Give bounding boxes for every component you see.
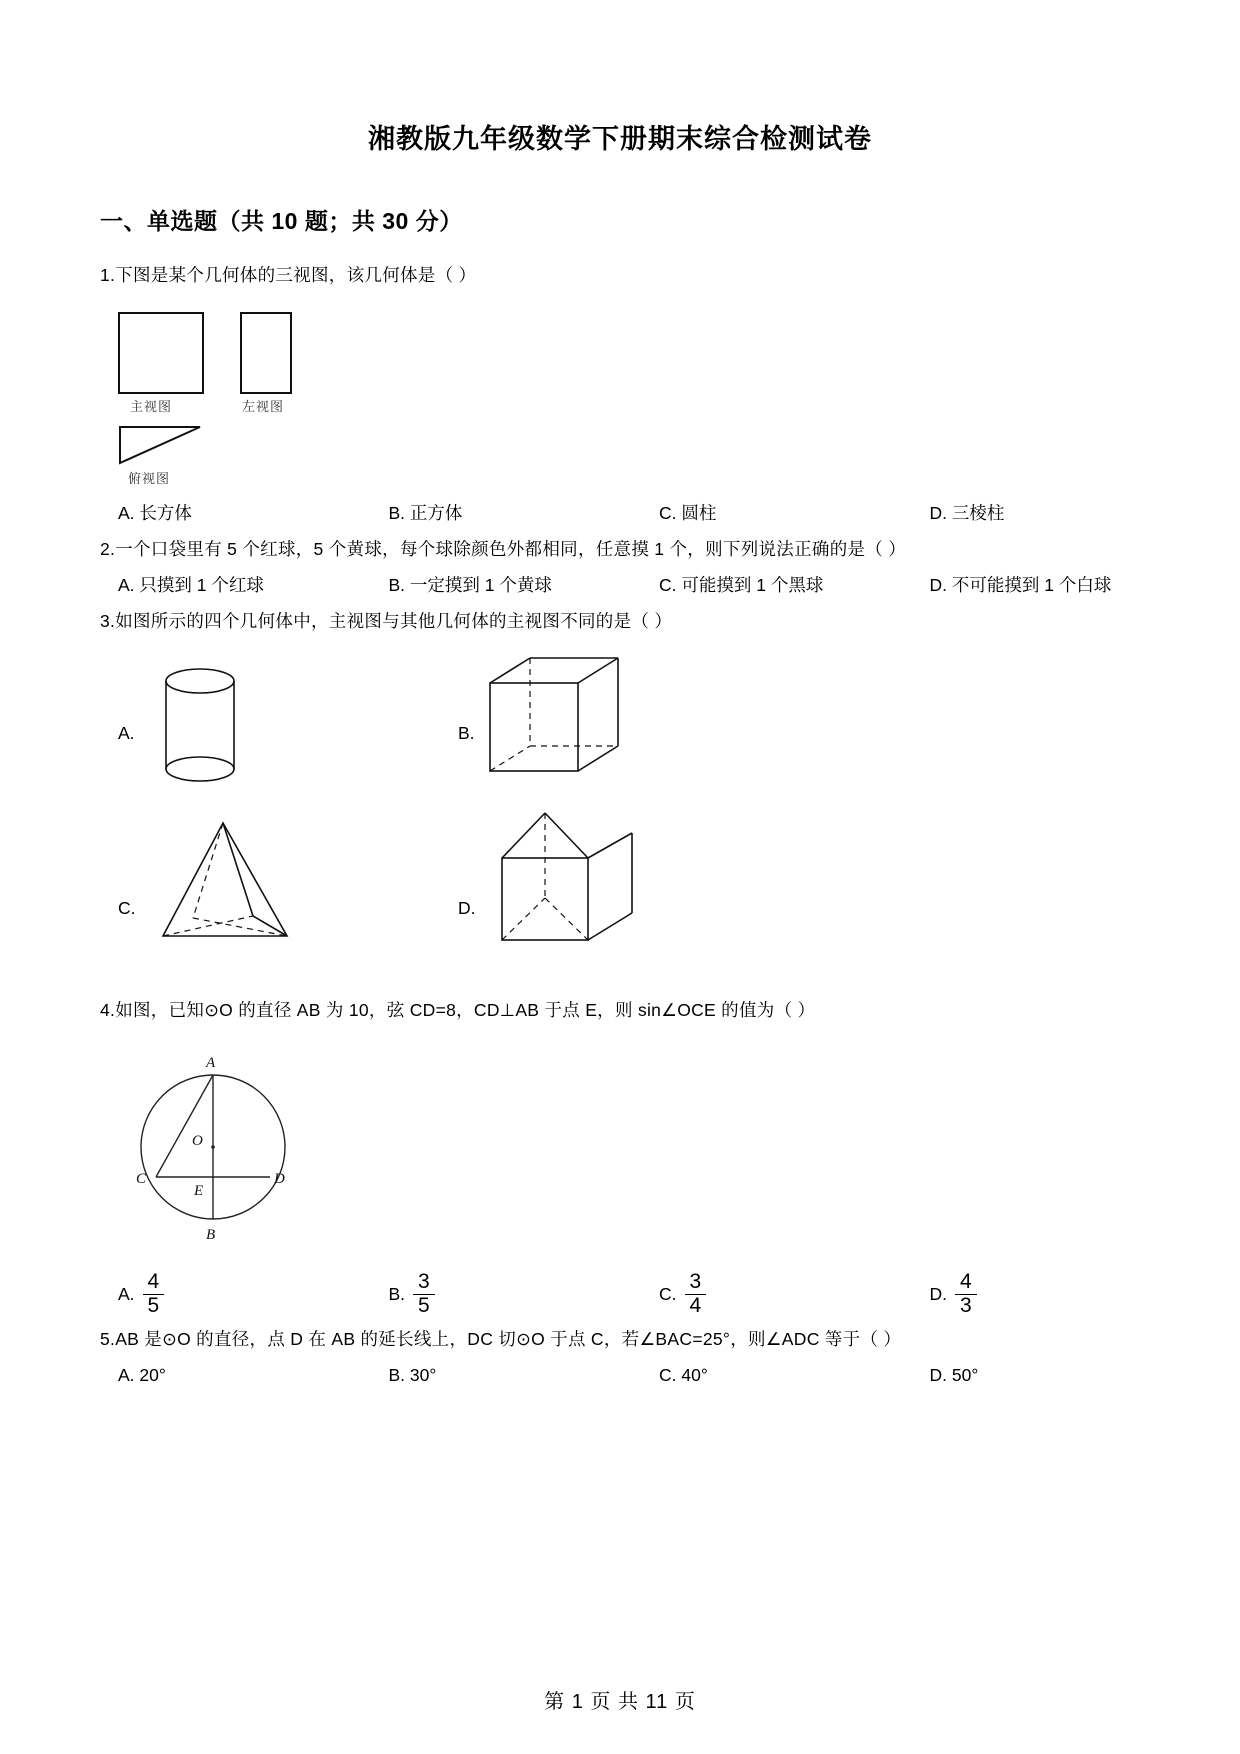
option-a[interactable]: [118, 1271, 389, 1317]
option-b[interactable]: [389, 1271, 660, 1317]
svg-text:C: C: [136, 1171, 147, 1188]
cube-icon: [485, 653, 625, 783]
option-b[interactable]: B. 一定摸到 1 个黄球: [388, 574, 552, 595]
section-heading: 一、单选题（共 10 题；共 30 分）: [100, 208, 463, 235]
page-title: 湘教版九年级数学下册期末综合检测试卷: [368, 124, 872, 154]
option-c-label: C.: [659, 1284, 677, 1305]
question-1-stem: 1.下图是某个几何体的三视图，该几何体是（ ）: [100, 265, 477, 286]
solid-c-label: C.: [118, 898, 136, 919]
question-3-stem: 3.如图所示的四个几何体中，主视图与其他几何体的主视图不同的是（ ）: [100, 610, 673, 631]
question-2-stem: 2.一个口袋里有 5 个红球，5 个黄球，每个球除颜色外都相同，任意摸 1 个，则下列说法正确的是（ ）: [100, 538, 907, 559]
solid-d-label: D.: [458, 898, 476, 919]
fraction-d: [955, 1271, 977, 1317]
question-1-figure: [118, 312, 1240, 490]
svg-text:A: A: [206, 1055, 216, 1072]
question-5-options: [118, 1358, 1200, 1394]
option-c[interactable]: C. 40°: [659, 1364, 708, 1385]
cylinder-icon: [150, 665, 250, 790]
front-view-label: 主视图: [130, 398, 173, 414]
top-view-label: 俯视图: [128, 470, 171, 486]
svg-text:B: B: [206, 1227, 216, 1244]
numerator: 3: [418, 1270, 430, 1294]
denominator: 5: [413, 1294, 435, 1318]
svg-text:E: E: [194, 1183, 204, 1200]
option-a-label: A.: [118, 1284, 135, 1305]
option-d[interactable]: D. 不可能摸到 1 个白球: [929, 574, 1112, 595]
square-pyramid-icon: [145, 818, 305, 953]
svg-text:D: D: [274, 1171, 285, 1188]
question-4-figure: [0, 1047, 1240, 1257]
question-5-stem: 5.AB 是⊙O 的直径，点 D 在 AB 的延长线上，DC 切⊙O 于点 C，若∠BAC=25°，则∠ADC 等于（ ）: [100, 1328, 902, 1349]
fraction-b: [413, 1271, 435, 1317]
option-d[interactable]: D. 三棱柱: [929, 502, 1005, 523]
option-a[interactable]: A. 长方体: [118, 502, 192, 523]
numerator: 4: [960, 1270, 972, 1294]
question-1-options: [118, 496, 1200, 532]
option-c[interactable]: [659, 1271, 930, 1317]
question-4-stem: 4.如图，已知⊙O 的直径 AB 为 10，弦 CD=8，CD⊥AB 于点 E，则 sin∠OCE 的值为（ ）: [100, 1000, 816, 1021]
circle-chord-diagram: [118, 1047, 318, 1247]
side-view-rectangle: [240, 312, 292, 394]
option-a[interactable]: A. 20°: [118, 1364, 166, 1385]
option-d[interactable]: [930, 1271, 1201, 1317]
option-d[interactable]: D. 50°: [929, 1364, 979, 1385]
solid-a-label: A.: [118, 723, 135, 744]
top-view-triangle: [118, 425, 202, 465]
side-view-label: 左视图: [242, 398, 285, 414]
option-b-label: B.: [388, 1284, 406, 1305]
denominator: 3: [955, 1294, 977, 1318]
option-b[interactable]: B. 正方体: [388, 502, 463, 523]
denominator: 5: [143, 1294, 165, 1318]
solid-b-label: B.: [458, 723, 475, 744]
question-2-options: [118, 568, 1200, 604]
question-4-options: [118, 1271, 1200, 1317]
question-3-figure: [0, 653, 1240, 983]
denominator: 4: [685, 1294, 707, 1318]
option-b[interactable]: B. 30°: [388, 1364, 437, 1385]
triangular-prism-icon: [492, 808, 652, 958]
front-view-square: [118, 312, 204, 394]
svg-text:O: O: [192, 1133, 203, 1150]
option-a[interactable]: A. 只摸到 1 个红球: [118, 574, 264, 595]
option-d-label: D.: [929, 1284, 947, 1305]
numerator: 3: [689, 1270, 702, 1294]
numerator: 4: [147, 1270, 160, 1294]
fraction-a: [143, 1271, 165, 1317]
option-c[interactable]: C. 可能摸到 1 个黑球: [659, 574, 824, 595]
page-footer: 第 1 页 共 11 页: [544, 1691, 696, 1713]
option-c[interactable]: C. 圆柱: [659, 502, 717, 523]
fraction-c: [685, 1271, 707, 1317]
